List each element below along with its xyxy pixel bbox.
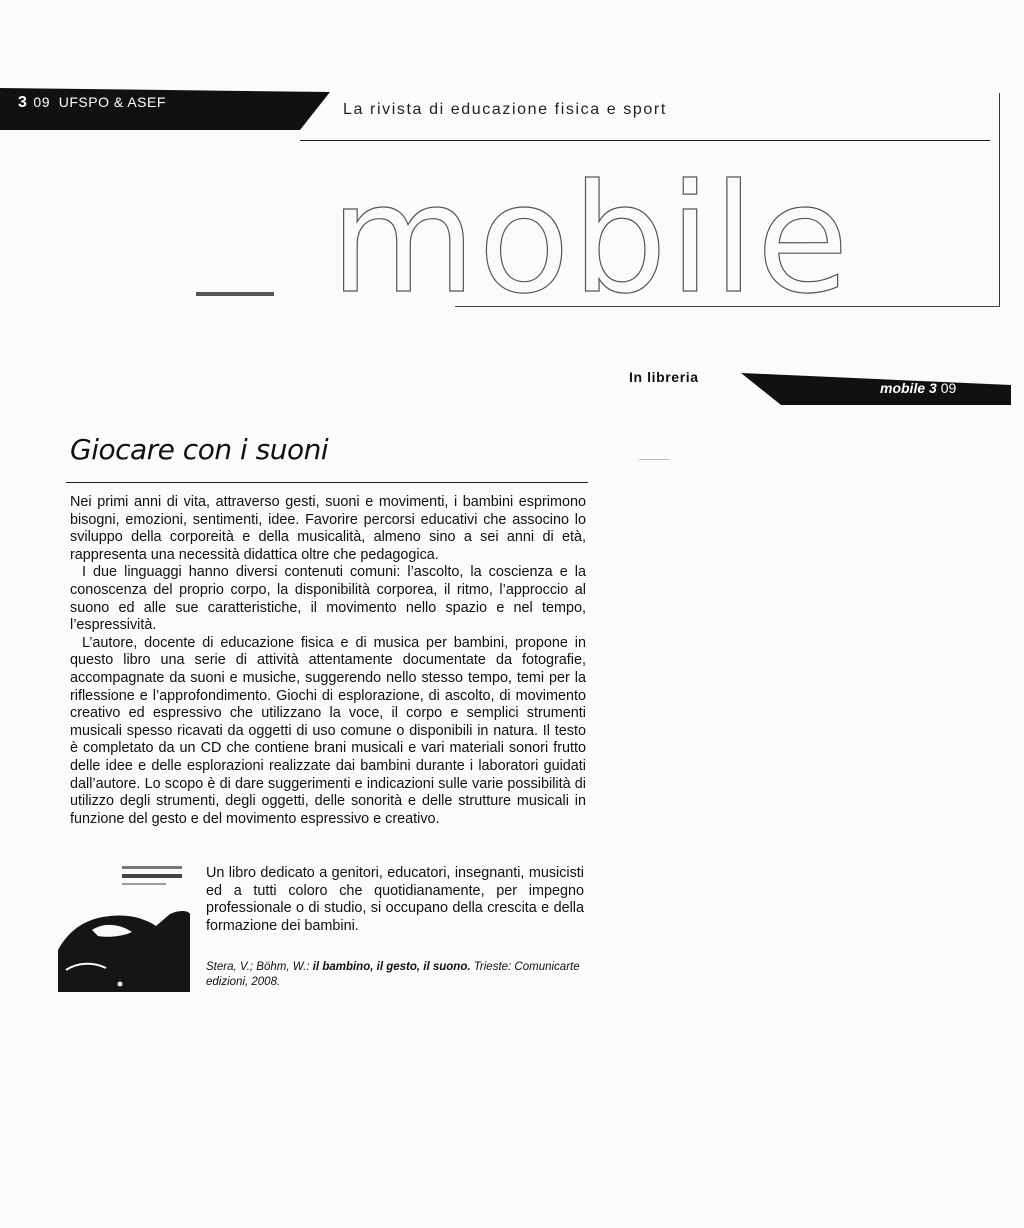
issue-number: 3 [18, 94, 28, 111]
closing-paragraph: Un libro dedicato a genitori, educatori, insegnanti, musicisti ed a tutti coloro che quotidianamente, per impegno professionale o di studio, si occupano della crescita e della formazione dei bambini. [206, 865, 584, 934]
column-divider [639, 459, 669, 460]
paragraph-3: L’autore, docente di educazione fisica e di musica per bambini, propone in questo libro una serie di attività attentamente documentate da fotografie, accompagnate da suoni e musiche, suggerendo nello stesso tempo, temi per la riflessione e l’approfondimento. Giochi di esplorazione, di ascolto, di movimento creativo ed espressivo che utilizzano la voce, il corpo e semplici strumenti musicali spesso ricavati da oggetti di uso comune o disponibili in natura. Il testo è completato da un CD che contiene brani musicali e vari materiali sonori frutto delle idee e delle esplorazioni realizzate dai bambini durante i laboratori guidati dall’autore. Lo scopo è di dare suggerimenti e indicazioni sulle varie possibilità di utilizzo degli strumenti, degli oggetti, delle sonorità e delle strutture musicali in funzione del gesto e del movimento espressivo e creativo. [70, 634, 586, 827]
section-band [741, 371, 1011, 405]
magazine-tagline: La rivista di educazione fisica e sport [343, 101, 667, 118]
paragraph-2: I due linguaggi hanno diversi contenuti comuni: l’ascolto, la coscienza e la conoscenza del proprio corpo, la disponibilità corporea, il ritmo, l’approccio al suono ed alle sue caratteristiche, il movimento nello spazio e nel tempo, l’espressività. [70, 564, 586, 634]
issue-label [18, 94, 166, 112]
article-body [70, 494, 586, 828]
paragraph-1: Nei primi anni di vita, attraverso gesti, suoni e movimenti, i bambini esprimono bisogni, emozioni, sentimenti, idee. Favorire percorsi educativi che associno lo sviluppo della corporeità e della musicalità, almeno sino a sei anni di età, rappresenta una necessità didattica oltre che pedagogica. [70, 494, 586, 563]
band-name: mobile [880, 380, 926, 396]
issue-year: 09 [33, 94, 50, 110]
band-number: 3 [929, 380, 937, 396]
citation-title: il bambino, il gesto, il suono. [312, 961, 471, 973]
citation-publisher: Trieste: Comunicarte edizioni, 2008. [206, 961, 580, 988]
section-band-label [880, 380, 956, 396]
logo-dash [196, 292, 274, 296]
magazine-logo [330, 153, 970, 327]
frame-border-right [999, 93, 1000, 307]
logo-text: mobile [330, 153, 851, 327]
header-divider [300, 140, 990, 141]
title-underline [66, 482, 588, 483]
book-cover-image [58, 866, 190, 992]
book-citation [206, 960, 586, 990]
publisher-name: UFSPO & ASEF [58, 94, 166, 110]
article-title: Giocare con i suoni [70, 433, 329, 466]
citation-authors: Stera, V.; Böhm, W.: [206, 961, 310, 973]
band-year: 09 [940, 380, 957, 396]
section-label: In libreria [629, 369, 699, 385]
